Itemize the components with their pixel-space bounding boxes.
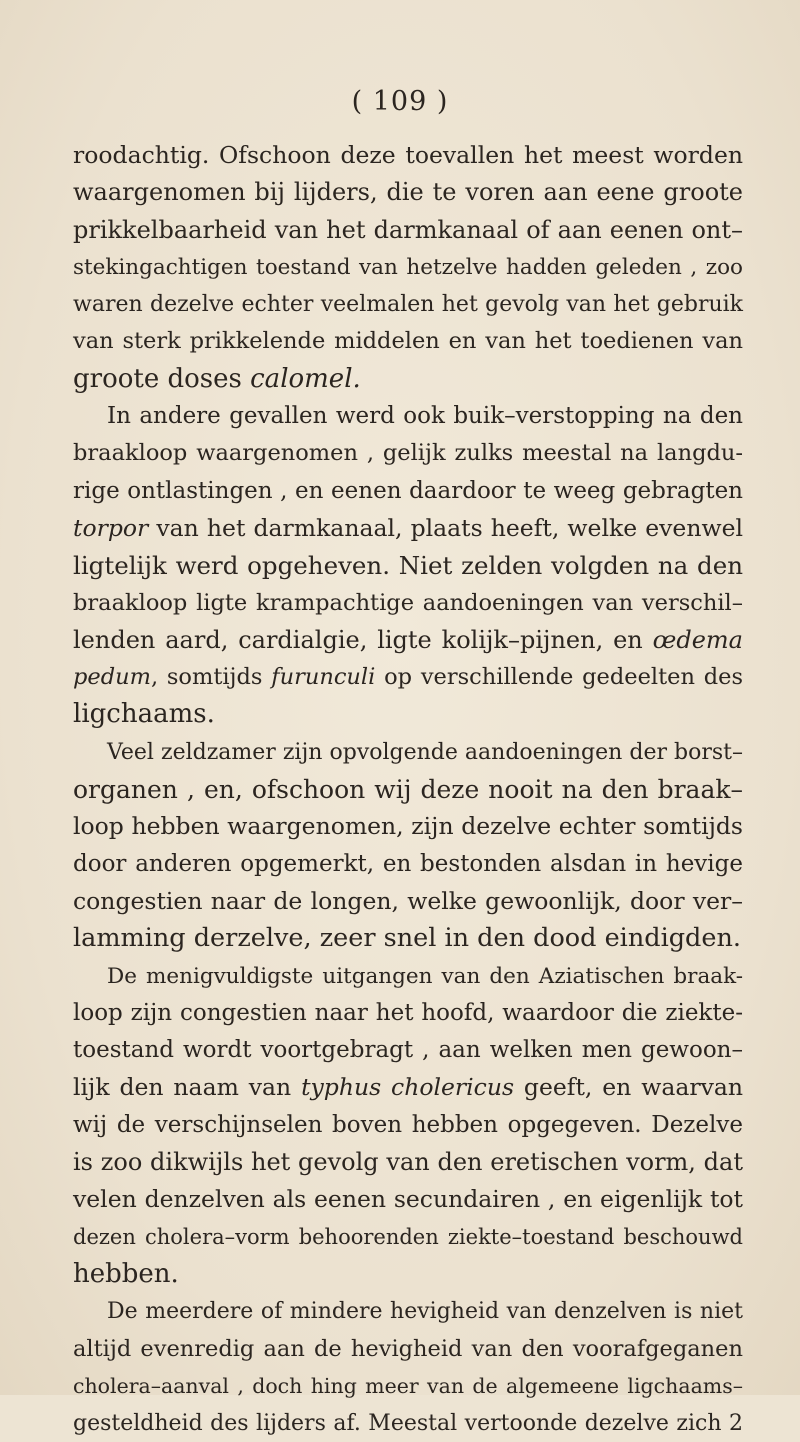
text-line [73, 137, 743, 174]
text-line [73, 1144, 743, 1181]
text-line [73, 249, 743, 286]
text-line [73, 1331, 743, 1368]
text-segment: ligchaams. [73, 699, 215, 730]
text-segment: roodachtig. Ofschoon deze toevallen het meest worden [73, 141, 743, 169]
body-text [73, 137, 743, 1442]
text-line [73, 883, 743, 920]
text-segment: hebben. [73, 1258, 179, 1289]
text-line [73, 473, 743, 510]
text-segment: braakloop ligte krampachtige aandoeningen van verschil– [73, 589, 743, 616]
text-line [73, 547, 743, 584]
italic-term: calomel. [250, 363, 361, 394]
text-segment: In andere gevallen werd ook buik–verstopping na den [107, 403, 743, 430]
text-segment: gesteldheid des lijders af. Meestal vertoonde dezelve zich 2 [73, 1411, 743, 1437]
text-line [73, 510, 743, 547]
text-segment: lenden aard, cardialgie, ligte kolijk–pijnen, en [73, 625, 653, 654]
page-number: ( 109 ) [351, 86, 449, 117]
text-line [73, 1032, 743, 1069]
text-segment: lamming derzelve, zeer snel in den dood eindigden. [73, 923, 741, 954]
text-line [73, 1069, 743, 1106]
text-segment: cholera–aanval , doch hing meer van de algemeene ligchaams– [73, 1373, 743, 1398]
text-segment: is zoo dikwijls het gevolg van den eretischen vorm, dat [73, 1148, 743, 1177]
text-line [73, 286, 743, 323]
text-line [73, 1181, 743, 1218]
text-line [73, 958, 743, 995]
text-segment: loop zijn congestien naar het hoofd, waardoor die ziekte- [73, 999, 743, 1026]
text-segment: prikkelbaarheid van het darmkanaal of aan eenen ont– [73, 215, 743, 244]
text-segment: lijk den naam van [73, 1073, 302, 1102]
text-line [73, 1293, 743, 1330]
text-segment: De meerdere of mindere hevigheid van denzelven is niet [107, 1299, 743, 1325]
text-segment: geeft, en waarvan [514, 1073, 743, 1102]
text-line [73, 659, 743, 696]
text-line [73, 846, 743, 883]
text-segment: waren dezelve echter veelmalen het gevolg van het gebruik [73, 292, 743, 318]
text-segment: altijd evenredig aan de hevigheid van den voorafgeganen [73, 1335, 743, 1362]
text-line [73, 585, 743, 622]
italic-term: pedum [73, 664, 151, 691]
text-line [73, 1256, 743, 1293]
text-segment: loop hebben waargenomen, zijn dezelve echter somtijds [73, 812, 743, 841]
text-segment: van het darmkanaal, plaats heeft, welke evenwel [148, 513, 743, 542]
text-segment: stekingachtigen toestand van hetzelve hadden geleden , zoo [73, 254, 743, 280]
text-line [73, 398, 743, 435]
text-segment: waargenomen bij lijders, die te voren aan eene groote [73, 178, 743, 207]
text-segment: dezen cholera–vorm behoorenden ziekte–toestand beschouwd [73, 1224, 743, 1249]
text-segment: door anderen opgemerkt, en bestonden alsdan in hevige [73, 850, 743, 877]
text-segment: braakloop waargenomen , gelijk zulks meestal na langdu- [73, 440, 743, 467]
text-line [73, 174, 743, 211]
text-line [73, 212, 743, 249]
text-line [73, 361, 743, 398]
text-segment: De menigvuldigste uitgangen van den Aziatischen braak- [107, 963, 743, 989]
text-line [73, 995, 743, 1032]
italic-term: furunculi [271, 664, 376, 691]
italic-term: typhus cholericus [301, 1073, 515, 1102]
italic-term: œdema [652, 625, 743, 654]
text-segment: op verschillende gedeelten des [375, 664, 743, 691]
text-line [73, 435, 743, 472]
text-line [73, 771, 743, 808]
text-segment: ligtelijk werd opgeheven. Niet zelden volgden na den [73, 551, 743, 581]
text-segment: Veel zeldzamer zijn opvolgende aandoeningen der borst– [107, 739, 743, 765]
text-line [73, 323, 743, 360]
text-line [73, 808, 743, 845]
text-segment: , somtijds [150, 664, 272, 691]
text-segment: wij de verschijnselen boven hebben opgegeven. Dezelve [73, 1111, 743, 1138]
text-segment: velen denzelven als eenen secundairen , en eigenlijk tot [73, 1185, 743, 1214]
text-line [73, 1368, 743, 1405]
text-segment: rige ontlastingen , en eenen daardoor te weeg gebragten [73, 477, 743, 504]
text-line [73, 622, 743, 659]
italic-term: torpor [73, 513, 149, 542]
text-segment: toestand wordt voortgebragt , aan welken men gewoon– [73, 1037, 743, 1064]
text-segment: groote doses [73, 363, 251, 394]
text-line [73, 734, 743, 771]
text-segment: congestien naar de longen, welke gewoonlijk, door ver– [73, 886, 743, 915]
text-line [73, 1219, 743, 1256]
text-line [73, 1405, 743, 1442]
text-segment: van sterk prikkelende middelen en van het toedienen van [73, 328, 743, 355]
text-segment: organen , en, ofschoon wij deze nooit na den braak– [73, 775, 743, 805]
text-line [73, 1107, 743, 1144]
text-line [73, 696, 743, 733]
text-line [73, 920, 743, 957]
